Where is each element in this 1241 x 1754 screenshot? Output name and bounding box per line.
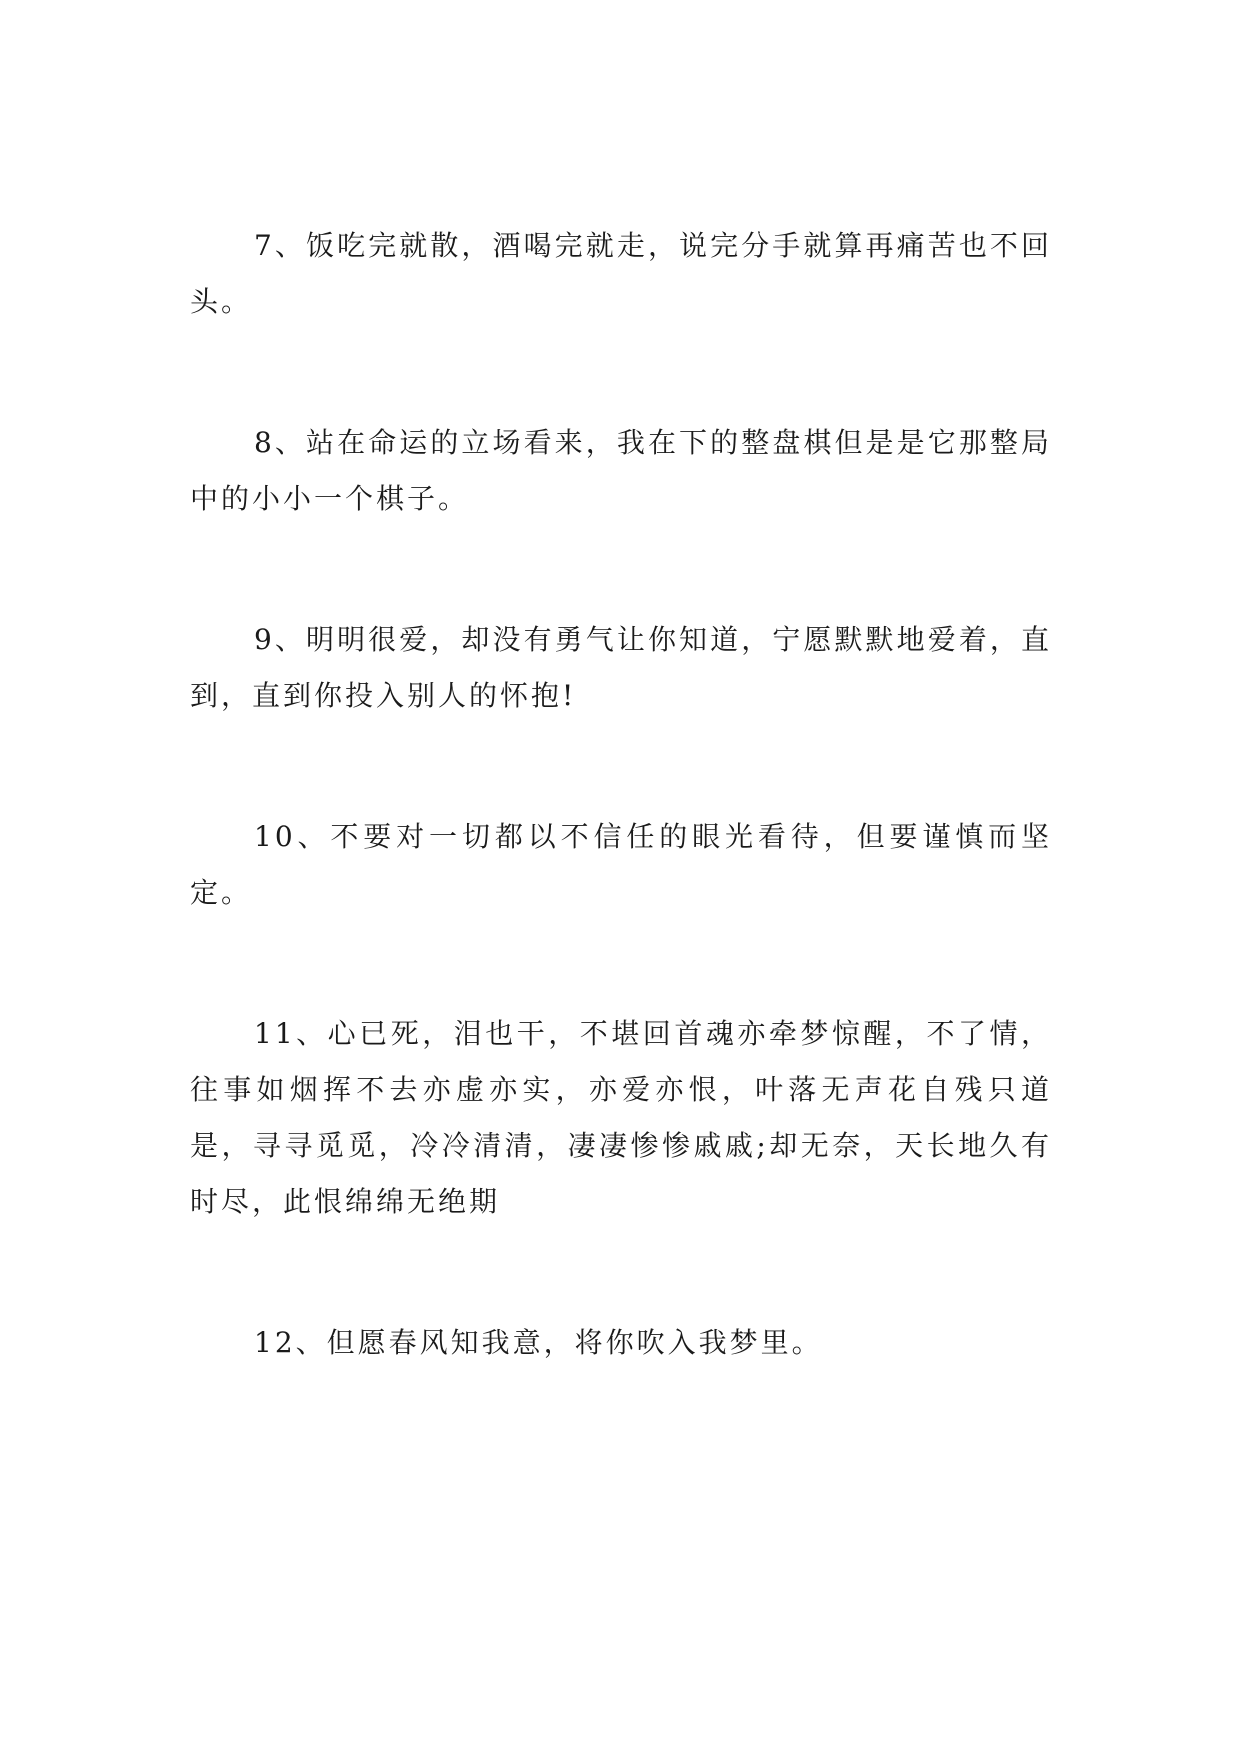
paragraph-8: 8、站在命运的立场看来，我在下的整盘棋但是是它那整局中的小小一个棋子。: [190, 426, 1052, 515]
document-body: [190, 218, 1052, 1456]
paragraph-9: 9、明明很爱，却没有勇气让你知道，宁愿默默地爱着，直到，直到你投入别人的怀抱!: [190, 623, 1052, 712]
paragraph-7: 7、饭吃完就散，酒喝完就走，说完分手就算再痛苦也不回头。: [190, 229, 1052, 318]
paragraph-12: 12、但愿春风知我意，将你吹入我梦里。: [254, 1326, 823, 1359]
paragraph-11: 11、心已死，泪也干，不堪回首魂亦牵梦惊醒，不了情，往事如烟挥不去亦虚亦实，亦爱亦恨，叶落无声花自残只道是，寻寻觅觅，冷冷清清，凄凄惨惨戚戚;却无奈，天长地久有时尽，此恨绵绵无绝期: [190, 1017, 1052, 1218]
paragraph-10: 10、不要对一切都以不信任的眼光看待，但要谨慎而坚定。: [190, 820, 1052, 909]
